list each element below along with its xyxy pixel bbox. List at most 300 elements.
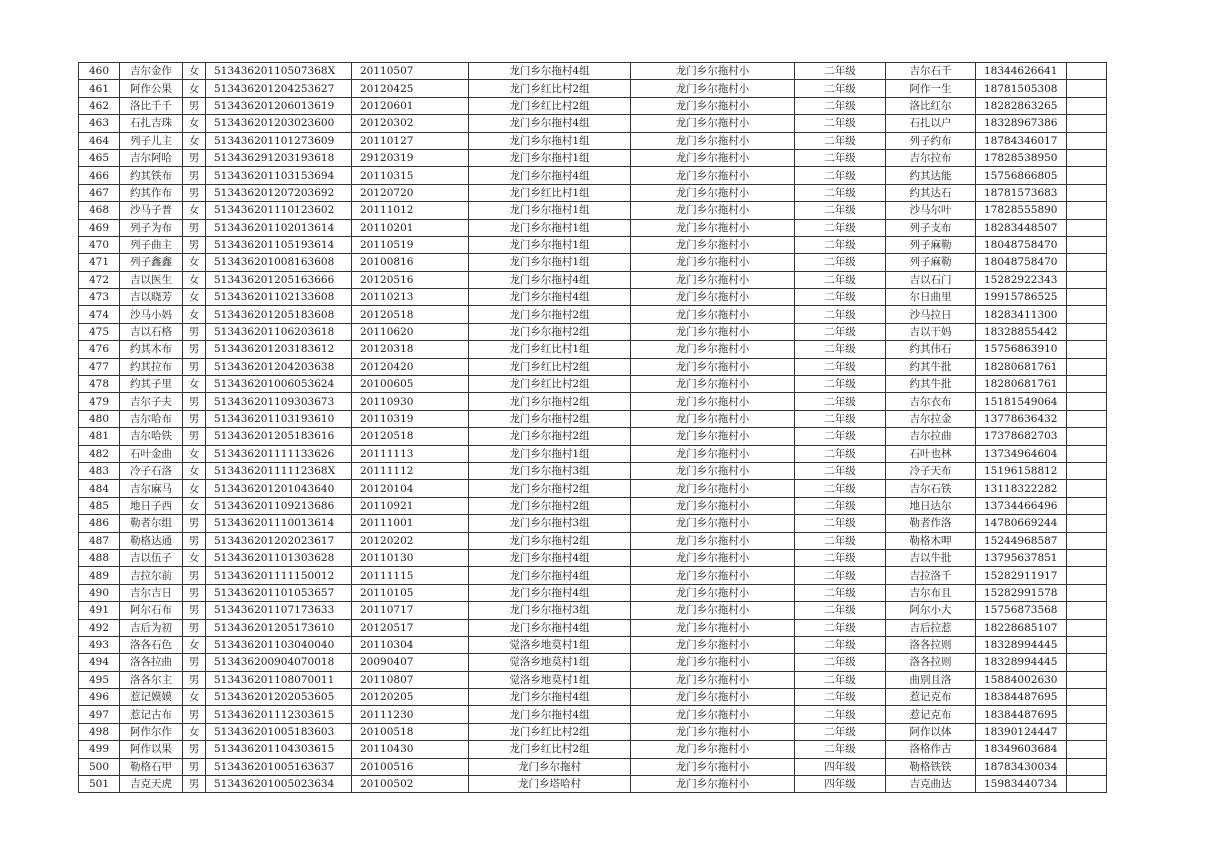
school-name-cell: 龙门乡尔拖村小: [631, 236, 795, 253]
guardian-name-cell: 沙马尔叶: [886, 202, 976, 219]
row-number-cell: 462: [79, 97, 120, 114]
row-number-cell: 474: [79, 306, 120, 323]
student-name-cell: 地日子西: [120, 497, 183, 514]
gender-cell: 女: [183, 289, 206, 306]
birth-date-cell: 20111115: [352, 567, 469, 584]
grade-cell: 二年级: [795, 306, 886, 323]
phone-number-cell: 15282911917: [976, 567, 1067, 584]
guardian-name-cell: 吉后拉惹: [886, 619, 976, 636]
phone-number-cell: 17828555890: [976, 202, 1067, 219]
table-row: [79, 741, 1107, 758]
phone-number-cell: 18048758470: [976, 254, 1067, 271]
birth-date-cell: 20110127: [352, 132, 469, 149]
empty-trailing-cell: [1067, 671, 1107, 688]
student-name-cell: 惹记古布: [120, 706, 183, 723]
gender-cell: 男: [183, 776, 206, 793]
gender-cell: 女: [183, 462, 206, 479]
birth-date-cell: 20111012: [352, 202, 469, 219]
gender-cell: 男: [183, 602, 206, 619]
empty-trailing-cell: [1067, 323, 1107, 340]
empty-trailing-cell: [1067, 219, 1107, 236]
guardian-name-cell: 勒格木呷: [886, 532, 976, 549]
school-name-cell: 龙门乡尔拖村小: [631, 271, 795, 288]
row-number-cell: 479: [79, 393, 120, 410]
birth-date-cell: 20110519: [352, 236, 469, 253]
school-name-cell: 龙门乡尔拖村小: [631, 289, 795, 306]
phone-number-cell: 15244968587: [976, 532, 1067, 549]
student-name-cell: 沙马小妈: [120, 306, 183, 323]
gender-cell: 女: [183, 723, 206, 740]
student-name-cell: 冷子石洛: [120, 462, 183, 479]
birth-date-cell: 20120302: [352, 115, 469, 132]
phone-number-cell: 15983440734: [976, 776, 1067, 793]
row-number-cell: 478: [79, 376, 120, 393]
table-row: [79, 132, 1107, 149]
empty-trailing-cell: [1067, 306, 1107, 323]
table-row: [79, 515, 1107, 532]
school-name-cell: 龙门乡尔拖村小: [631, 376, 795, 393]
empty-trailing-cell: [1067, 497, 1107, 514]
table-row: [79, 567, 1107, 584]
home-address-cell: 龙门乡尔拖村1组: [469, 132, 631, 149]
phone-number-cell: 19915786525: [976, 289, 1067, 306]
phone-number-cell: 13795637851: [976, 549, 1067, 566]
gender-cell: 男: [183, 567, 206, 584]
gender-cell: 男: [183, 97, 206, 114]
home-address-cell: 龙门乡尔拖村4组: [469, 567, 631, 584]
id-number-cell: 513436201101303628: [206, 549, 352, 566]
student-name-cell: 列子曲主: [120, 236, 183, 253]
home-address-cell: 龙门乡塔哈村: [469, 776, 631, 793]
school-name-cell: 龙门乡尔拖村小: [631, 341, 795, 358]
student-name-cell: 吉以石格: [120, 323, 183, 340]
gender-cell: 男: [183, 410, 206, 427]
row-number-cell: 467: [79, 184, 120, 201]
home-address-cell: 龙门乡尔拖村1组: [469, 254, 631, 271]
school-name-cell: 龙门乡尔拖村小: [631, 80, 795, 97]
guardian-name-cell: 吉以石门: [886, 271, 976, 288]
phone-number-cell: 17828538950: [976, 149, 1067, 166]
guardian-name-cell: 约其牛批: [886, 376, 976, 393]
table-row: [79, 462, 1107, 479]
guardian-name-cell: 吉尔石铁: [886, 480, 976, 497]
home-address-cell: 龙门乡尔拖村4组: [469, 549, 631, 566]
id-number-cell: 513436201005183603: [206, 723, 352, 740]
birth-date-cell: 20110201: [352, 219, 469, 236]
phone-number-cell: 15756873568: [976, 602, 1067, 619]
gender-cell: 男: [183, 323, 206, 340]
phone-number-cell: 15181549064: [976, 393, 1067, 410]
school-name-cell: 龙门乡尔拖村小: [631, 428, 795, 445]
grade-cell: 二年级: [795, 132, 886, 149]
grade-cell: 二年级: [795, 584, 886, 601]
grade-cell: 二年级: [795, 741, 886, 758]
guardian-name-cell: 勒者作洛: [886, 515, 976, 532]
school-name-cell: 龙门乡尔拖村小: [631, 497, 795, 514]
home-address-cell: 龙门乡尔拖村4组: [469, 289, 631, 306]
home-address-cell: 龙门乡尔拖村3组: [469, 602, 631, 619]
table-row: [79, 758, 1107, 775]
grade-cell: 二年级: [795, 445, 886, 462]
home-address-cell: 龙门乡红比村2组: [469, 376, 631, 393]
empty-trailing-cell: [1067, 289, 1107, 306]
empty-trailing-cell: [1067, 654, 1107, 671]
student-name-cell: 洛各尔主: [120, 671, 183, 688]
table-row: [79, 63, 1107, 80]
gender-cell: 男: [183, 149, 206, 166]
gender-cell: 男: [183, 654, 206, 671]
grade-cell: 二年级: [795, 184, 886, 201]
home-address-cell: 龙门乡尔拖村2组: [469, 393, 631, 410]
empty-trailing-cell: [1067, 167, 1107, 184]
table-row: [79, 341, 1107, 358]
grade-cell: 二年级: [795, 654, 886, 671]
grade-cell: 二年级: [795, 723, 886, 740]
id-number-cell: 513436201109213686: [206, 497, 352, 514]
birth-date-cell: 20120518: [352, 428, 469, 445]
guardian-name-cell: 石扎以户: [886, 115, 976, 132]
grade-cell: 二年级: [795, 341, 886, 358]
gender-cell: 女: [183, 254, 206, 271]
phone-number-cell: 18384487695: [976, 706, 1067, 723]
row-number-cell: 490: [79, 584, 120, 601]
gender-cell: 女: [183, 497, 206, 514]
empty-trailing-cell: [1067, 567, 1107, 584]
id-number-cell: 513436201110123602: [206, 202, 352, 219]
gender-cell: 男: [183, 758, 206, 775]
empty-trailing-cell: [1067, 271, 1107, 288]
table-row: [79, 358, 1107, 375]
empty-trailing-cell: [1067, 462, 1107, 479]
table-row: [79, 80, 1107, 97]
guardian-name-cell: 吉尔石千: [886, 63, 976, 80]
id-number-cell: 513436201111150012: [206, 567, 352, 584]
grade-cell: 二年级: [795, 80, 886, 97]
birth-date-cell: 20111001: [352, 515, 469, 532]
row-number-cell: 498: [79, 723, 120, 740]
empty-trailing-cell: [1067, 254, 1107, 271]
home-address-cell: 龙门乡尔拖村2组: [469, 428, 631, 445]
school-name-cell: 龙门乡尔拖村小: [631, 636, 795, 653]
row-number-cell: 466: [79, 167, 120, 184]
phone-number-cell: 18328994445: [976, 636, 1067, 653]
home-address-cell: 龙门乡尔拖村3组: [469, 462, 631, 479]
birth-date-cell: 20110304: [352, 636, 469, 653]
table-row: [79, 549, 1107, 566]
home-address-cell: 龙门乡红比村1组: [469, 341, 631, 358]
grade-cell: 二年级: [795, 323, 886, 340]
guardian-name-cell: 约其达石: [886, 184, 976, 201]
grade-cell: 四年级: [795, 758, 886, 775]
guardian-name-cell: 阿尔小大: [886, 602, 976, 619]
home-address-cell: 龙门乡尔拖村1组: [469, 149, 631, 166]
gender-cell: 男: [183, 358, 206, 375]
phone-number-cell: 14780669244: [976, 515, 1067, 532]
id-number-cell: 513436201205183608: [206, 306, 352, 323]
empty-trailing-cell: [1067, 758, 1107, 775]
student-name-cell: 勒格石甲: [120, 758, 183, 775]
id-number-cell: 513436201207203692: [206, 184, 352, 201]
id-number-cell: 513436201008163608: [206, 254, 352, 271]
school-name-cell: 龙门乡尔拖村小: [631, 584, 795, 601]
birth-date-cell: 20120425: [352, 80, 469, 97]
empty-trailing-cell: [1067, 358, 1107, 375]
student-name-cell: 吉后为初: [120, 619, 183, 636]
table-row: [79, 271, 1107, 288]
empty-trailing-cell: [1067, 549, 1107, 566]
gender-cell: 女: [183, 376, 206, 393]
grade-cell: 二年级: [795, 480, 886, 497]
phone-number-cell: 18783430034: [976, 758, 1067, 775]
empty-trailing-cell: [1067, 741, 1107, 758]
id-number-cell: 51343620111112368X: [206, 462, 352, 479]
grade-cell: 二年级: [795, 289, 886, 306]
empty-trailing-cell: [1067, 149, 1107, 166]
phone-number-cell: 18048758470: [976, 236, 1067, 253]
phone-number-cell: 13778636432: [976, 410, 1067, 427]
grade-cell: 二年级: [795, 97, 886, 114]
id-number-cell: 513436201204253627: [206, 80, 352, 97]
school-name-cell: 龙门乡尔拖村小: [631, 515, 795, 532]
table-row: [79, 376, 1107, 393]
row-number-cell: 480: [79, 410, 120, 427]
empty-trailing-cell: [1067, 602, 1107, 619]
school-name-cell: 龙门乡尔拖村小: [631, 602, 795, 619]
school-name-cell: 龙门乡尔拖村小: [631, 532, 795, 549]
row-number-cell: 482: [79, 445, 120, 462]
row-number-cell: 486: [79, 515, 120, 532]
empty-trailing-cell: [1067, 515, 1107, 532]
guardian-name-cell: 地日达尔: [886, 497, 976, 514]
table-row: [79, 636, 1107, 653]
grade-cell: 二年级: [795, 410, 886, 427]
empty-trailing-cell: [1067, 80, 1107, 97]
phone-number-cell: 18280681761: [976, 376, 1067, 393]
gender-cell: 男: [183, 706, 206, 723]
grade-cell: 二年级: [795, 567, 886, 584]
guardian-name-cell: 列子约布: [886, 132, 976, 149]
home-address-cell: 觉洛乡地莫村1组: [469, 636, 631, 653]
row-number-cell: 493: [79, 636, 120, 653]
home-address-cell: 觉洛乡地莫村1组: [469, 671, 631, 688]
gender-cell: 女: [183, 271, 206, 288]
student-name-cell: 勒格达通: [120, 532, 183, 549]
student-name-cell: 吉尔麻马: [120, 480, 183, 497]
student-name-cell: 石叶金曲: [120, 445, 183, 462]
home-address-cell: 龙门乡尔拖村1组: [469, 236, 631, 253]
empty-trailing-cell: [1067, 776, 1107, 793]
table-row: [79, 254, 1107, 271]
grade-cell: 二年级: [795, 497, 886, 514]
gender-cell: 男: [183, 184, 206, 201]
row-number-cell: 489: [79, 567, 120, 584]
guardian-name-cell: 惹记克布: [886, 706, 976, 723]
school-name-cell: 龙门乡尔拖村小: [631, 149, 795, 166]
row-number-cell: 470: [79, 236, 120, 253]
birth-date-cell: 20100605: [352, 376, 469, 393]
birth-date-cell: 29120319: [352, 149, 469, 166]
id-number-cell: 513436201006053624: [206, 376, 352, 393]
gender-cell: 男: [183, 532, 206, 549]
school-name-cell: 龙门乡尔拖村小: [631, 671, 795, 688]
table-row: [79, 323, 1107, 340]
school-name-cell: 龙门乡尔拖村小: [631, 654, 795, 671]
row-number-cell: 475: [79, 323, 120, 340]
school-name-cell: 龙门乡尔拖村小: [631, 776, 795, 793]
home-address-cell: 龙门乡尔拖村1组: [469, 219, 631, 236]
row-number-cell: 471: [79, 254, 120, 271]
phone-number-cell: 18781505308: [976, 80, 1067, 97]
student-name-cell: 列子为布: [120, 219, 183, 236]
student-name-cell: 约其木布: [120, 341, 183, 358]
phone-number-cell: 13734466496: [976, 497, 1067, 514]
home-address-cell: 龙门乡尔拖村: [469, 758, 631, 775]
guardian-name-cell: 阿作以体: [886, 723, 976, 740]
row-number-cell: 460: [79, 63, 120, 80]
row-number-cell: 499: [79, 741, 120, 758]
row-number-cell: 473: [79, 289, 120, 306]
birth-date-cell: 20120104: [352, 480, 469, 497]
birth-date-cell: 20120516: [352, 271, 469, 288]
school-name-cell: 龙门乡尔拖村小: [631, 723, 795, 740]
birth-date-cell: 20110620: [352, 323, 469, 340]
phone-number-cell: 18349603684: [976, 741, 1067, 758]
school-name-cell: 龙门乡尔拖村小: [631, 410, 795, 427]
home-address-cell: 龙门乡尔拖村3组: [469, 515, 631, 532]
id-number-cell: 513436201102013614: [206, 219, 352, 236]
home-address-cell: 龙门乡尔拖村2组: [469, 410, 631, 427]
empty-trailing-cell: [1067, 584, 1107, 601]
row-number-cell: 463: [79, 115, 120, 132]
student-name-cell: 阿作公果: [120, 80, 183, 97]
empty-trailing-cell: [1067, 480, 1107, 497]
student-name-cell: 吉尔吉日: [120, 584, 183, 601]
guardian-name-cell: 吉以牛批: [886, 549, 976, 566]
school-name-cell: 龙门乡尔拖村小: [631, 393, 795, 410]
home-address-cell: 龙门乡红比村2组: [469, 80, 631, 97]
id-number-cell: 513436201101053657: [206, 584, 352, 601]
table-row: [79, 706, 1107, 723]
grade-cell: 二年级: [795, 167, 886, 184]
guardian-name-cell: 吉尔拉曲: [886, 428, 976, 445]
guardian-name-cell: 吉尔拉金: [886, 410, 976, 427]
table-row: [79, 776, 1107, 793]
phone-number-cell: 15756866805: [976, 167, 1067, 184]
row-number-cell: 464: [79, 132, 120, 149]
grade-cell: 二年级: [795, 393, 886, 410]
gender-cell: 男: [183, 236, 206, 253]
school-name-cell: 龙门乡尔拖村小: [631, 358, 795, 375]
phone-number-cell: 17378682703: [976, 428, 1067, 445]
table-row: [79, 167, 1107, 184]
guardian-name-cell: 吉克曲达: [886, 776, 976, 793]
empty-trailing-cell: [1067, 236, 1107, 253]
id-number-cell: 513436201104303615: [206, 741, 352, 758]
birth-date-cell: 20110930: [352, 393, 469, 410]
home-address-cell: 觉洛乡地莫村1组: [469, 654, 631, 671]
school-name-cell: 龙门乡尔拖村小: [631, 741, 795, 758]
grade-cell: 二年级: [795, 149, 886, 166]
phone-number-cell: 18328967386: [976, 115, 1067, 132]
id-number-cell: 513436201102133608: [206, 289, 352, 306]
row-number-cell: 481: [79, 428, 120, 445]
student-roster-table: [78, 62, 1107, 793]
phone-number-cell: 18228685107: [976, 619, 1067, 636]
row-number-cell: 497: [79, 706, 120, 723]
empty-trailing-cell: [1067, 445, 1107, 462]
id-number-cell: 513436201112303615: [206, 706, 352, 723]
guardian-name-cell: 吉尔衣布: [886, 393, 976, 410]
row-number-cell: 494: [79, 654, 120, 671]
id-number-cell: 513436201109303673: [206, 393, 352, 410]
home-address-cell: 龙门乡尔拖村4组: [469, 689, 631, 706]
home-address-cell: 龙门乡尔拖村2组: [469, 532, 631, 549]
home-address-cell: 龙门乡尔拖村4组: [469, 167, 631, 184]
gender-cell: 男: [183, 619, 206, 636]
home-address-cell: 龙门乡尔拖村2组: [469, 323, 631, 340]
guardian-name-cell: 列子麻勒: [886, 236, 976, 253]
student-name-cell: 吉以伍子: [120, 549, 183, 566]
phone-number-cell: 18283411300: [976, 306, 1067, 323]
row-number-cell: 472: [79, 271, 120, 288]
grade-cell: 二年级: [795, 619, 886, 636]
gender-cell: 女: [183, 202, 206, 219]
student-name-cell: 吉克天虎: [120, 776, 183, 793]
table-row: [79, 236, 1107, 253]
id-number-cell: 51343620110507368X: [206, 63, 352, 80]
gender-cell: 女: [183, 63, 206, 80]
empty-trailing-cell: [1067, 376, 1107, 393]
gender-cell: 男: [183, 584, 206, 601]
id-number-cell: 513436201203023600: [206, 115, 352, 132]
school-name-cell: 龙门乡尔拖村小: [631, 63, 795, 80]
student-name-cell: 吉尔金作: [120, 63, 183, 80]
id-number-cell: 513436201205163666: [206, 271, 352, 288]
birth-date-cell: 20111113: [352, 445, 469, 462]
row-number-cell: 487: [79, 532, 120, 549]
grade-cell: 二年级: [795, 254, 886, 271]
guardian-name-cell: 吉尔布且: [886, 584, 976, 601]
grade-cell: 二年级: [795, 689, 886, 706]
guardian-name-cell: 约其伟石: [886, 341, 976, 358]
table-row: [79, 306, 1107, 323]
phone-number-cell: 13734964604: [976, 445, 1067, 462]
id-number-cell: 513436201103040040: [206, 636, 352, 653]
student-name-cell: 约其作布: [120, 184, 183, 201]
student-name-cell: 洛各拉曲: [120, 654, 183, 671]
student-name-cell: 列子鑫鑫: [120, 254, 183, 271]
birth-date-cell: 20100816: [352, 254, 469, 271]
row-number-cell: 495: [79, 671, 120, 688]
guardian-name-cell: 洛各拉则: [886, 654, 976, 671]
birth-date-cell: 20110315: [352, 167, 469, 184]
birth-date-cell: 20120720: [352, 184, 469, 201]
home-address-cell: 龙门乡尔拖村4组: [469, 619, 631, 636]
student-name-cell: 吉尔哈铁: [120, 428, 183, 445]
row-number-cell: 496: [79, 689, 120, 706]
phone-number-cell: 13118322282: [976, 480, 1067, 497]
id-number-cell: 513436201205173610: [206, 619, 352, 636]
gender-cell: 女: [183, 115, 206, 132]
table-row: [79, 393, 1107, 410]
id-number-cell: 513436201106203618: [206, 323, 352, 340]
gender-cell: 男: [183, 341, 206, 358]
row-number-cell: 484: [79, 480, 120, 497]
id-number-cell: 513436201205183616: [206, 428, 352, 445]
birth-date-cell: 20120420: [352, 358, 469, 375]
student-name-cell: 沙马子普: [120, 202, 183, 219]
school-name-cell: 龙门乡尔拖村小: [631, 219, 795, 236]
